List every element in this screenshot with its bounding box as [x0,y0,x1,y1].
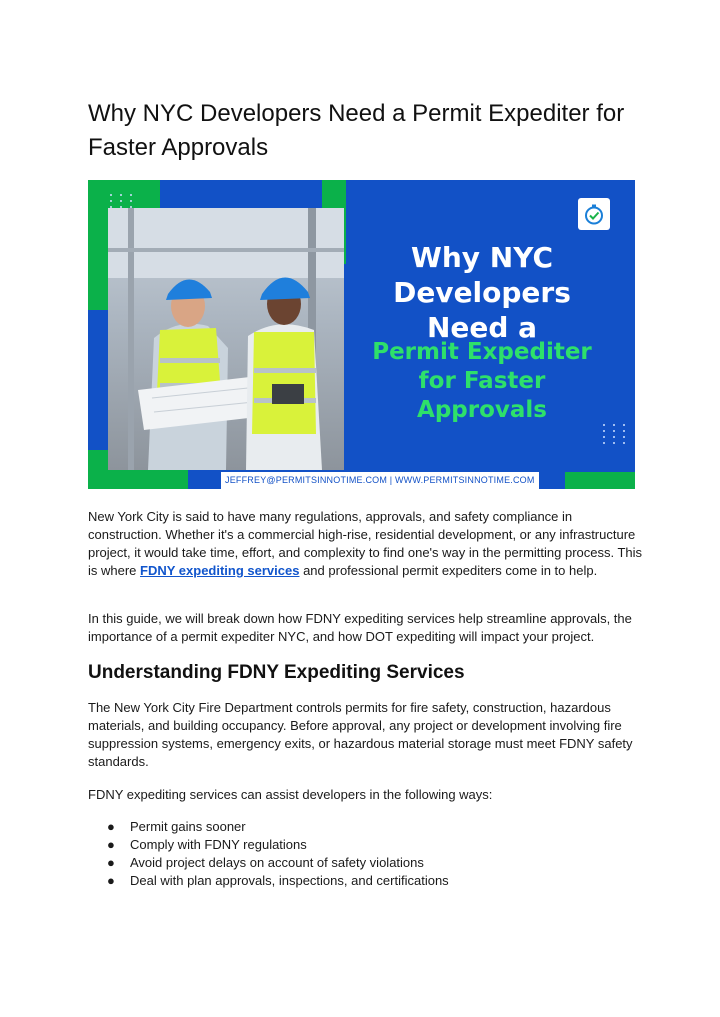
intro-text-end: and professional permit expediters come in to help. [299,563,598,578]
bullet-icon: ● [107,873,115,888]
banner-highlight-line: Permit Expediter [372,339,592,365]
banner-contact: JEFFREY@PERMITSINNOTIME.COM | WWW.PERMITSINNOTIME.COM [221,472,539,489]
section-paragraph: The New York City Fire Department controls permits for fire safety, construction, hazardous materials, and building occupancy. Before approval, any project or development involving fire suppression systems, emergency exits, or hazardous material storage must meet FDNY safety standards. [88,700,633,769]
banner-heading-line: Why NYC [410,241,554,274]
banner-highlight-line: for Faster [418,368,546,394]
fdny-expediting-link[interactable]: FDNY expediting services [140,563,300,578]
stopwatch-icon [583,203,605,225]
banner-dots-bottom-right [603,424,629,444]
page-title: Why NYC Developers Need a Permit Expediter for Faster Approvals [88,100,625,161]
banner-heading-line: Developers [393,276,571,309]
list-item-text: Avoid project delays on account of safety violations [130,855,424,870]
brand-logo [578,198,610,230]
list-item-text: Deal with plan approvals, inspections, and certifications [130,873,449,888]
ways-intro: FDNY expediting services can assist developers in the following ways: [88,787,493,802]
banner-highlight-line: Approvals [417,397,547,423]
intro-paragraph [88,508,648,580]
list-item [88,854,648,872]
banner-heading-line: Need a [426,311,538,344]
banner-accent-right [565,472,635,489]
workers-photo [108,208,344,470]
ways-list [88,818,648,890]
list-item [88,872,648,890]
list-item-text: Comply with FDNY regulations [130,837,307,852]
list-item-text: Permit gains sooner [130,819,246,834]
hero-banner [88,180,635,489]
bullet-icon: ● [107,855,115,870]
banner-heading [358,240,606,345]
list-item [88,836,648,854]
section-heading: Understanding FDNY Expediting Services [88,662,465,683]
list-item [88,818,648,836]
bullet-icon: ● [107,819,115,834]
banner-highlight [358,338,606,425]
bullet-icon: ● [107,837,115,852]
intro-text: New York City is said to have many regulations, approvals, and safety compliance in construction. Whether it's a commercial high-rise, residential development, or any infrastructure project, it would take time, effort, and complexity to find one's way in the permitting process. This is where [88,509,643,578]
workers-illustration [108,208,344,470]
guide-paragraph: In this guide, we will break down how FDNY expediting services help streamline approvals, the importance of a permit expediter NYC, and how DOT expediting will impact your project. [88,611,632,644]
